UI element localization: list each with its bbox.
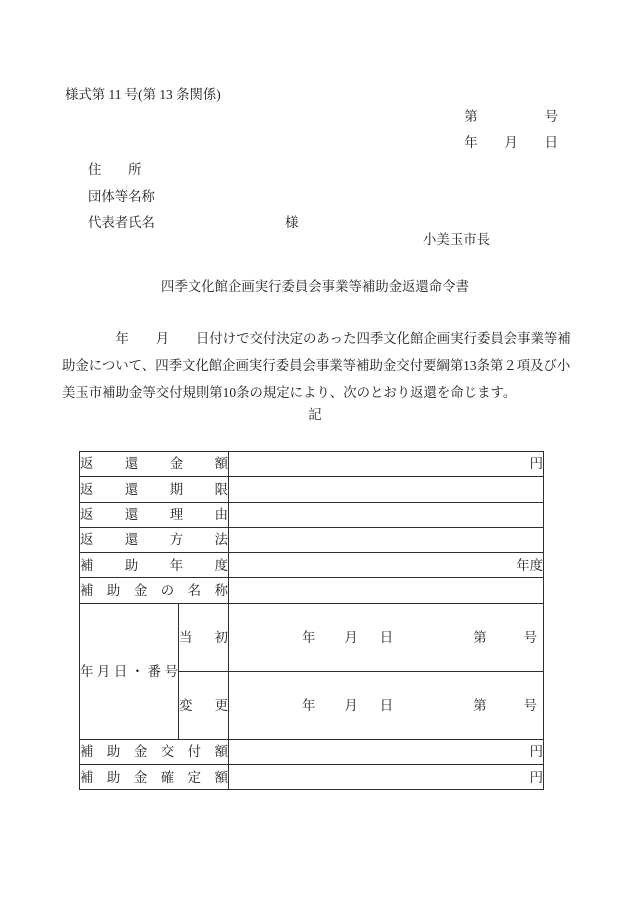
sub-label-cell: 変更 xyxy=(179,671,229,739)
value-cell: 円 xyxy=(229,452,544,477)
day-label: 日 xyxy=(379,629,394,645)
label-cell: 返還期限 xyxy=(80,477,229,502)
label-cell: 返還方法 xyxy=(80,527,229,552)
month-label: 月 xyxy=(344,629,358,645)
label-cell: 返還理由 xyxy=(80,502,229,527)
representative-name-label: 代表者氏名 xyxy=(88,215,155,230)
month-label: 月 xyxy=(344,697,358,713)
value-cell: 円 xyxy=(229,765,544,790)
year-label: 年 xyxy=(302,697,316,713)
body-line: 助金について、四季文化館企画実行委員会事業等補助金交付要綱第13条第２項及び小 xyxy=(62,358,571,373)
table-row xyxy=(80,765,544,790)
number-prefix-label: 第 xyxy=(473,697,487,713)
table-row xyxy=(80,553,544,578)
note-marker: 記 xyxy=(308,407,322,422)
label-cell: 返還金額 xyxy=(80,452,229,477)
table-row-date-initial xyxy=(80,603,544,671)
form-number: 様式第 11 号(第 13 条関係) xyxy=(65,87,221,102)
label-cell-date-number: 年月日・番号 xyxy=(80,603,179,739)
value-cell xyxy=(229,502,544,527)
date-line: 年 月 日 xyxy=(464,135,558,150)
number-prefix-label: 第 xyxy=(473,629,487,645)
table-row xyxy=(80,502,544,527)
label-cell: 補助年度 xyxy=(80,553,229,578)
table-row xyxy=(80,452,544,477)
value-cell-date xyxy=(229,671,544,739)
value-cell: 年度 xyxy=(229,553,544,578)
number-suffix-label: 号 xyxy=(523,629,537,645)
body-line: 年 月 日付けで交付決定のあった四季文化館企画実行委員会事業等補 xyxy=(62,331,571,346)
body-paragraph xyxy=(62,325,571,406)
label-cell: 補助金の名称 xyxy=(80,578,229,603)
value-cell xyxy=(229,477,544,502)
document-title: 四季文化館企画実行委員会事業等補助金返還命令書 xyxy=(161,279,469,294)
table-row xyxy=(80,578,544,603)
return-order-table xyxy=(79,451,544,790)
sub-label-cell: 当初 xyxy=(179,603,229,671)
value-cell-date xyxy=(229,603,544,671)
organization-name-label: 団体等名称 xyxy=(88,189,155,204)
mayor-title: 小美玉市長 xyxy=(423,232,490,247)
number-suffix-label: 号 xyxy=(523,697,537,713)
day-label: 日 xyxy=(379,697,394,713)
table-row xyxy=(80,739,544,764)
document-number-line: 第 号 xyxy=(464,109,558,124)
table-row xyxy=(80,477,544,502)
address-label: 住 所 xyxy=(88,162,142,177)
table-row xyxy=(80,527,544,552)
honorific-label: 様 xyxy=(284,215,299,230)
value-cell xyxy=(229,527,544,552)
label-cell: 補助金交付額 xyxy=(80,739,229,764)
value-cell xyxy=(229,578,544,603)
value-cell: 円 xyxy=(229,739,544,764)
body-line: 美玉市補助金等交付規則第10条の規定により、次のとおり返還を命じます。 xyxy=(62,385,517,400)
year-label: 年 xyxy=(302,629,316,645)
label-cell: 補助金確定額 xyxy=(80,765,229,790)
